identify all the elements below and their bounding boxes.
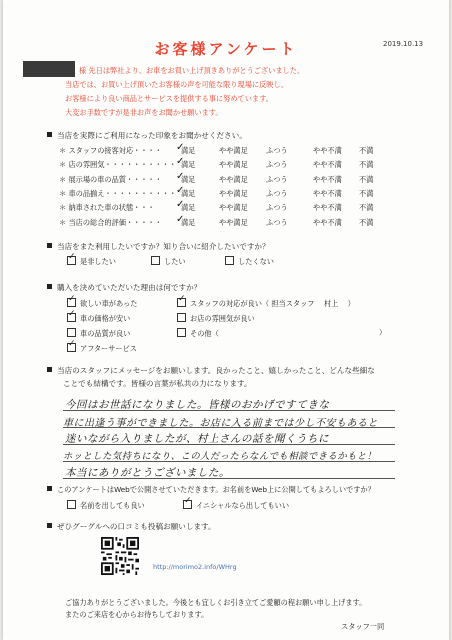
q1-selected-check-icon: ✓	[176, 156, 185, 168]
checkbox-icon[interactable]	[67, 328, 76, 337]
q1-rating-option[interactable]: やや満足	[219, 203, 248, 213]
bullet-square-icon	[47, 284, 52, 289]
q1-row-label: ＊ 店の雰囲気・・・・・・・・・・	[59, 160, 177, 170]
q1-rating-option[interactable]: 満足	[181, 174, 196, 184]
q1-rating-option[interactable]: やや不満	[313, 160, 342, 170]
intro-line-4: 大変お手数ですが是非お声をお聞かせ願います。	[65, 108, 223, 117]
handwritten-line-4: ホッとした気持ちになり、この人だったらなんでも相談できるかもと！	[63, 451, 377, 462]
bullet-square-icon	[47, 243, 52, 248]
handwritten-line-5: 本当にありがとうございました。	[65, 467, 230, 479]
q2-option-3[interactable]: したくない	[225, 256, 274, 267]
checkbox-icon[interactable]	[225, 256, 234, 265]
bullet-square-icon	[47, 523, 52, 528]
q1-row-label: ＊ 当店の総合的評価・・・・・	[59, 217, 162, 227]
q1-rating-option[interactable]: ふつう	[266, 160, 288, 170]
q1-rating-option[interactable]: ふつう	[266, 217, 288, 227]
q1-rating-option[interactable]: 満足	[181, 217, 196, 227]
q1-rating-option[interactable]: 不満	[359, 146, 374, 155]
q1-rating-option[interactable]: やや満足	[219, 174, 248, 184]
q1-row-label: ＊ 納車された車の状態・・・	[59, 203, 155, 213]
checkbox-checked-icon[interactable]	[183, 500, 192, 509]
checkbox-icon[interactable]	[177, 313, 186, 322]
q4-question-line-2: ことでも結構です。皆様の言葉が私共の力になります。	[63, 379, 252, 388]
q1-rating-option[interactable]: やや不満	[313, 188, 342, 198]
q1-row-label: ＊ 車の品揃え・・・・・・・・・・	[59, 188, 177, 198]
q5-option-2[interactable]: ✓ イニシャルなら出してもいい	[183, 500, 289, 511]
q5-question: このアンケートはWebで公開させていただきます。お名前をWeb上に公開してもよろしいですか？	[47, 485, 375, 495]
q1-row-label: ＊ スタッフの接客対応・・・・	[59, 146, 162, 155]
intro-line-1: 様 先日は弊社より、お車をお買い上げ頂きありがとうございました。	[79, 66, 305, 75]
checkbox-checked-icon[interactable]	[67, 343, 76, 352]
q1-rating-option[interactable]: 不満	[359, 160, 374, 170]
q1-rating-option[interactable]: 満足	[181, 188, 196, 198]
checkbox-icon[interactable]	[177, 328, 186, 337]
q3-option-7[interactable]: ✓アフターサービス	[67, 343, 137, 354]
q1-rating-option[interactable]: 満足	[181, 203, 196, 213]
q1-selected-check-icon: ✓	[176, 170, 185, 182]
redacted-customer-name	[23, 61, 75, 77]
checkbox-icon[interactable]	[151, 256, 160, 265]
bullet-square-icon	[47, 132, 52, 137]
footer-signature: スタッフ一同	[341, 622, 385, 631]
q1-selected-check-icon: ✓	[176, 184, 185, 196]
q1-rating-option[interactable]: 不満	[359, 203, 374, 213]
q1-rating-option[interactable]: やや不満	[313, 146, 342, 155]
q1-rating-option[interactable]: 不満	[359, 188, 374, 198]
q1-rating-option[interactable]: やや満足	[219, 188, 248, 198]
footer-line-1: ご協力ありがとうございました。今後とも宜しくお引き立てご愛顧の程お願い申し上げます。	[65, 598, 367, 607]
review-url-link[interactable]: http://morimo2.info/WHrg	[153, 563, 237, 571]
bullet-square-icon	[47, 367, 52, 372]
qr-code-graphic	[101, 537, 139, 575]
q1-rating-option[interactable]: やや満足	[219, 217, 248, 227]
checkbox-checked-icon[interactable]	[67, 298, 76, 307]
q1-rating-option[interactable]: やや満足	[219, 146, 248, 155]
q3-option-2[interactable]: ✓ スタッフの対応が良い（ 担当スタッフ 村上 ）	[177, 298, 355, 309]
checkbox-checked-icon[interactable]	[67, 313, 76, 322]
handwritten-line-1: 今回はお世話になりました。皆様のおかげですてきな	[65, 399, 330, 411]
q3-option-1[interactable]: ✓欲しい車があった	[67, 298, 137, 309]
checkbox-checked-icon[interactable]	[67, 256, 76, 265]
q3-other-close: ）	[379, 328, 387, 337]
survey-page	[3, 0, 449, 640]
qr-code-icon[interactable]	[101, 537, 139, 575]
q1-rating-option[interactable]: やや不満	[313, 217, 342, 227]
checkbox-checked-icon[interactable]	[177, 298, 186, 307]
q1-selected-check-icon: ✓	[176, 142, 185, 153]
q1-rating-option[interactable]: やや満足	[219, 160, 248, 170]
q3-option-3[interactable]: ✓車の価格が安い	[67, 313, 130, 324]
q1-rating-option[interactable]: ふつう	[266, 203, 288, 213]
q1-rating-option[interactable]: ふつう	[266, 188, 288, 198]
bullet-square-icon	[47, 486, 52, 491]
q1-rating-option[interactable]: ふつう	[266, 146, 288, 155]
q2-question: 当店をまた利用したいですか？知り合いに紹介したいですか？	[47, 241, 270, 252]
q1-rating-option[interactable]: 不満	[359, 217, 374, 227]
survey-title: お客様アンケート	[154, 40, 298, 58]
q1-rating-option[interactable]: 満足	[181, 146, 196, 155]
q3-question: 購入を決めていただいた理由は何ですか？	[47, 282, 201, 293]
handwritten-line-3: 迷いながら入りましたが、村上さんの話を聞くうちに	[65, 433, 329, 445]
footer-line-2: またのご来店を心からお待ちしております。	[65, 610, 209, 619]
q1-rating-option[interactable]: やや不満	[313, 174, 342, 184]
q1-rating-option[interactable]: やや不満	[313, 203, 342, 213]
q1-rating-option[interactable]: 満足	[181, 160, 196, 170]
q2-option-1[interactable]: ✓是非したい	[67, 256, 116, 267]
q4-question-line-1: 当店のスタッフにメッセージをお願いします。良かったこと、嬉しかったこと、どんな些細な	[47, 365, 375, 376]
q1-row-label: ＊ 展示場の車の品質・・・・・	[59, 174, 162, 184]
intro-line-2: 当店では、お買い上げ頂いたお客様の声を可能な限り現場に反映し、	[65, 80, 288, 89]
q5-option-1[interactable]: 名前を出しても良い	[67, 500, 145, 511]
q1-selected-check-icon: ✓	[176, 199, 185, 211]
q2-option-2[interactable]: したい	[151, 256, 186, 267]
q1-question: 当店を実際にご利用になった印象をお聞かせください。	[47, 130, 247, 141]
q3-option-4[interactable]: お店の雰囲気が良い	[177, 313, 255, 324]
q1-rating-option[interactable]: ふつう	[266, 174, 288, 184]
q1-rating-option[interactable]: 不満	[359, 174, 374, 184]
intro-line-3: お客様により良い商品とサービスを提供する事に努めています。	[65, 94, 273, 103]
q3-option-5[interactable]: 車の品質が良い	[67, 328, 130, 339]
checkbox-icon[interactable]	[67, 500, 76, 509]
q6-question: ぜひグーグルへの口コミも投稿お願いします。	[47, 521, 216, 532]
survey-date: 2019.10.13	[383, 40, 424, 48]
q3-option-6[interactable]: その他（	[177, 328, 219, 339]
q1-selected-check-icon: ✓	[176, 213, 185, 225]
handwritten-line-2: 車に出逢う事ができました。お店に入る前までは少し不安もあると	[63, 418, 378, 429]
